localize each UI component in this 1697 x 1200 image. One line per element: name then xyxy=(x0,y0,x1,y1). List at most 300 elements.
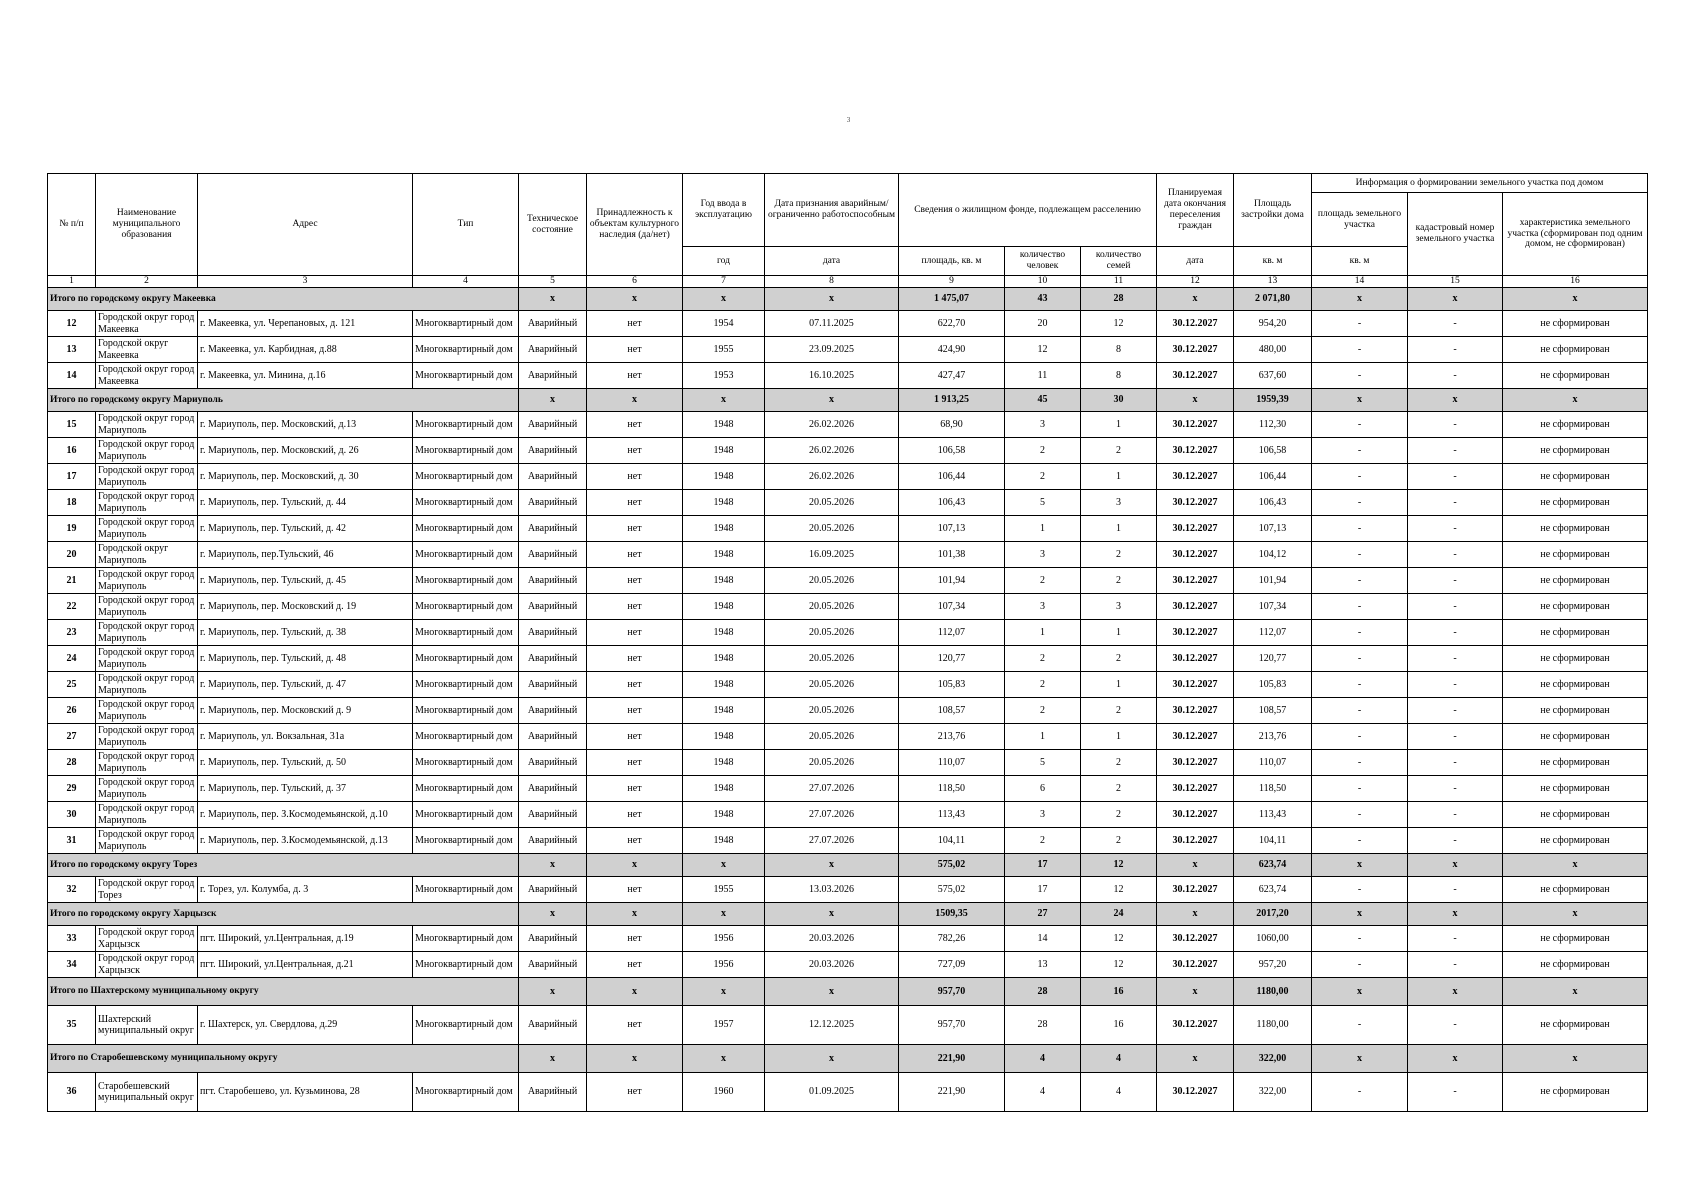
cell-type: Многоквартирный дом xyxy=(413,311,519,337)
column-number: 1 xyxy=(48,276,96,288)
cell-heritage: нет xyxy=(587,724,683,750)
subtotal-people: 28 xyxy=(1005,978,1081,1006)
cell-type: Многоквартирный дом xyxy=(413,724,519,750)
cell-emergency-date: 16.10.2025 xyxy=(765,363,899,389)
cell-built-area: 104,11 xyxy=(1234,828,1312,854)
cell-type: Многоквартирный дом xyxy=(413,926,519,952)
subheader-land: кв. м xyxy=(1312,247,1408,276)
cell-area: 118,50 xyxy=(899,776,1005,802)
cell-year: 1948 xyxy=(683,438,765,464)
cell-address: пгт. Широкий, ул.Центральная, д.21 xyxy=(198,952,413,978)
cell-type: Многоквартирный дом xyxy=(413,363,519,389)
subtotal-cadastral: х xyxy=(1408,1045,1503,1073)
cell-planned-date: 30.12.2027 xyxy=(1157,516,1234,542)
cell-land-area: - xyxy=(1312,1006,1408,1045)
cell-tech-state: Аварийный xyxy=(519,802,587,828)
cell-cadastral: - xyxy=(1408,877,1503,903)
cell-emergency-date: 07.11.2025 xyxy=(765,311,899,337)
cell-emergency-date: 27.07.2026 xyxy=(765,802,899,828)
cell-num: 23 xyxy=(48,620,96,646)
cell-heritage: нет xyxy=(587,750,683,776)
cell-year: 1948 xyxy=(683,464,765,490)
cell-heritage: нет xyxy=(587,516,683,542)
cell-municipality: Городской округ город Мариуполь xyxy=(96,724,198,750)
cell-year: 1948 xyxy=(683,802,765,828)
cell-families: 2 xyxy=(1081,646,1157,672)
cell-area: 106,44 xyxy=(899,464,1005,490)
subtotal-planned-date: х xyxy=(1157,854,1234,877)
cell-heritage: нет xyxy=(587,672,683,698)
cell-area: 957,70 xyxy=(899,1006,1005,1045)
cell-planned-date: 30.12.2027 xyxy=(1157,594,1234,620)
subtotal-row xyxy=(48,978,1648,1006)
header-planned-date: Планируемая дата окончания переселения граждан xyxy=(1157,174,1234,247)
cell-tech-state: Аварийный xyxy=(519,1006,587,1045)
cell-people: 20 xyxy=(1005,311,1081,337)
cell-families: 1 xyxy=(1081,464,1157,490)
cell-people: 2 xyxy=(1005,672,1081,698)
cell-tech-state: Аварийный xyxy=(519,620,587,646)
cell-cadastral: - xyxy=(1408,926,1503,952)
table-row xyxy=(48,412,1648,438)
subtotal-land-area: х xyxy=(1312,288,1408,311)
cell-municipality: Городской округ город Мариуполь xyxy=(96,828,198,854)
column-number: 12 xyxy=(1157,276,1234,288)
cell-land-area: - xyxy=(1312,724,1408,750)
subtotal-land-characteristic: х xyxy=(1503,1045,1648,1073)
cell-heritage: нет xyxy=(587,337,683,363)
cell-cadastral: - xyxy=(1408,568,1503,594)
table-row xyxy=(48,620,1648,646)
cell-heritage: нет xyxy=(587,828,683,854)
cell-people: 2 xyxy=(1005,828,1081,854)
cell-land-characteristic: не сформирован xyxy=(1503,516,1648,542)
cell-land-area: - xyxy=(1312,1073,1408,1112)
cell-cadastral: - xyxy=(1408,828,1503,854)
cell-area: 120,77 xyxy=(899,646,1005,672)
cell-municipality: Городской округ город Мариуполь xyxy=(96,438,198,464)
column-number: 5 xyxy=(519,276,587,288)
cell-land-area: - xyxy=(1312,952,1408,978)
cell-emergency-date: 20.05.2026 xyxy=(765,750,899,776)
cell-families: 1 xyxy=(1081,412,1157,438)
cell-year: 1954 xyxy=(683,311,765,337)
subtotal-built-area: 1959,39 xyxy=(1234,389,1312,412)
cell-families: 2 xyxy=(1081,802,1157,828)
table-row xyxy=(48,363,1648,389)
cell-municipality: Городской округ город Мариуполь xyxy=(96,802,198,828)
subtotal-families: 24 xyxy=(1081,903,1157,926)
cell-planned-date: 30.12.2027 xyxy=(1157,1073,1234,1112)
cell-type: Многоквартирный дом xyxy=(413,620,519,646)
cell-land-characteristic: не сформирован xyxy=(1503,568,1648,594)
table-row xyxy=(48,1073,1648,1112)
column-number: 10 xyxy=(1005,276,1081,288)
column-number: 6 xyxy=(587,276,683,288)
cell-tech-state: Аварийный xyxy=(519,698,587,724)
page-number: 3 xyxy=(846,116,851,124)
subtotal-tech-state: х xyxy=(587,389,683,412)
cell-heritage: нет xyxy=(587,490,683,516)
cell-land-characteristic: не сформирован xyxy=(1503,490,1648,516)
cell-built-area: 322,00 xyxy=(1234,1073,1312,1112)
subtotal-row xyxy=(48,389,1648,412)
cell-built-area: 957,20 xyxy=(1234,952,1312,978)
cell-people: 14 xyxy=(1005,926,1081,952)
cell-heritage: нет xyxy=(587,698,683,724)
subtotal-land-area: х xyxy=(1312,854,1408,877)
cell-families: 3 xyxy=(1081,490,1157,516)
cell-land-area: - xyxy=(1312,828,1408,854)
cell-built-area: 112,07 xyxy=(1234,620,1312,646)
cell-built-area: 107,13 xyxy=(1234,516,1312,542)
subtotal-families: 4 xyxy=(1081,1045,1157,1073)
cell-planned-date: 30.12.2027 xyxy=(1157,828,1234,854)
column-number: 2 xyxy=(96,276,198,288)
cell-cadastral: - xyxy=(1408,776,1503,802)
cell-address: г. Мариуполь, ул. Вокзальная, 31а xyxy=(198,724,413,750)
cell-type: Многоквартирный дом xyxy=(413,464,519,490)
cell-families: 4 xyxy=(1081,1073,1157,1112)
subtotal-cadastral: х xyxy=(1408,903,1503,926)
cell-tech-state: Аварийный xyxy=(519,464,587,490)
cell-people: 17 xyxy=(1005,877,1081,903)
cell-year: 1948 xyxy=(683,750,765,776)
header-built-area: Площадь застройки дома xyxy=(1234,174,1312,247)
subheader-families: количество семей xyxy=(1081,247,1157,276)
cell-year: 1948 xyxy=(683,542,765,568)
cell-land-characteristic: не сформирован xyxy=(1503,438,1648,464)
cell-land-characteristic: не сформирован xyxy=(1503,802,1648,828)
subtotal-planned-date: х xyxy=(1157,288,1234,311)
cell-planned-date: 30.12.2027 xyxy=(1157,620,1234,646)
cell-land-characteristic: не сформирован xyxy=(1503,646,1648,672)
subtotal-land-area: х xyxy=(1312,1045,1408,1073)
cell-land-characteristic: не сформирован xyxy=(1503,698,1648,724)
subtotal-title: Итого по городскому округу Мариуполь xyxy=(48,389,519,412)
subtotal-land-area: х xyxy=(1312,903,1408,926)
cell-families: 2 xyxy=(1081,750,1157,776)
cell-planned-date: 30.12.2027 xyxy=(1157,412,1234,438)
cell-people: 4 xyxy=(1005,1073,1081,1112)
cell-num: 17 xyxy=(48,464,96,490)
cell-type: Многоквартирный дом xyxy=(413,750,519,776)
cell-address: г. Макеевка, ул. Карбидная, д.88 xyxy=(198,337,413,363)
cell-type: Многоквартирный дом xyxy=(413,568,519,594)
cell-cadastral: - xyxy=(1408,1073,1503,1112)
cell-planned-date: 30.12.2027 xyxy=(1157,438,1234,464)
subtotal-heritage: х xyxy=(683,389,765,412)
cell-year: 1948 xyxy=(683,646,765,672)
cell-tech-state: Аварийный xyxy=(519,724,587,750)
cell-emergency-date: 20.05.2026 xyxy=(765,516,899,542)
cell-land-area: - xyxy=(1312,698,1408,724)
cell-address: г. Мариуполь, пер. Московский д. 19 xyxy=(198,594,413,620)
cell-num: 36 xyxy=(48,1073,96,1112)
subtotal-type: х xyxy=(519,288,587,311)
subtotal-cadastral: х xyxy=(1408,389,1503,412)
cell-planned-date: 30.12.2027 xyxy=(1157,337,1234,363)
subtotal-planned-date: х xyxy=(1157,978,1234,1006)
cell-area: 101,38 xyxy=(899,542,1005,568)
cell-municipality: Городской округ город Мариуполь xyxy=(96,698,198,724)
table-row xyxy=(48,724,1648,750)
cell-emergency-date: 20.03.2026 xyxy=(765,952,899,978)
cell-people: 13 xyxy=(1005,952,1081,978)
cell-land-area: - xyxy=(1312,594,1408,620)
cell-type: Многоквартирный дом xyxy=(413,438,519,464)
cell-land-area: - xyxy=(1312,311,1408,337)
column-number: 13 xyxy=(1234,276,1312,288)
cell-year: 1948 xyxy=(683,594,765,620)
subtotal-land-characteristic: х xyxy=(1503,389,1648,412)
cell-num: 27 xyxy=(48,724,96,750)
subtotal-emergency-date: х xyxy=(765,903,899,926)
cell-heritage: нет xyxy=(587,776,683,802)
cell-land-characteristic: не сформирован xyxy=(1503,594,1648,620)
cell-year: 1948 xyxy=(683,776,765,802)
cell-built-area: 108,57 xyxy=(1234,698,1312,724)
header-land-group: Информация о формировании земельного участка под домом xyxy=(1312,174,1648,193)
cell-land-characteristic: не сформирован xyxy=(1503,750,1648,776)
cell-people: 2 xyxy=(1005,464,1081,490)
cell-built-area: 637,60 xyxy=(1234,363,1312,389)
cell-emergency-date: 20.05.2026 xyxy=(765,672,899,698)
subtotal-type: х xyxy=(519,978,587,1006)
cell-area: 113,43 xyxy=(899,802,1005,828)
cell-year: 1953 xyxy=(683,363,765,389)
cell-land-characteristic: не сформирован xyxy=(1503,828,1648,854)
cell-municipality: Городской округ город Мариуполь xyxy=(96,594,198,620)
cell-heritage: нет xyxy=(587,877,683,903)
cell-land-area: - xyxy=(1312,926,1408,952)
cell-area: 107,13 xyxy=(899,516,1005,542)
subtotal-cadastral: х xyxy=(1408,288,1503,311)
cell-cadastral: - xyxy=(1408,542,1503,568)
cell-people: 2 xyxy=(1005,438,1081,464)
header-emergency-date: Дата признания аварийным/ограниченно работоспособным xyxy=(765,174,899,247)
cell-address: г. Мариуполь, пер. Тульский, д. 42 xyxy=(198,516,413,542)
cell-emergency-date: 13.03.2026 xyxy=(765,877,899,903)
column-number: 3 xyxy=(198,276,413,288)
cell-tech-state: Аварийный xyxy=(519,568,587,594)
cell-families: 1 xyxy=(1081,620,1157,646)
table-row xyxy=(48,750,1648,776)
subheader-date: дата xyxy=(765,247,899,276)
table-row xyxy=(48,438,1648,464)
cell-land-area: - xyxy=(1312,438,1408,464)
table-header xyxy=(48,174,1648,288)
cell-num: 24 xyxy=(48,646,96,672)
cell-area: 424,90 xyxy=(899,337,1005,363)
table-row xyxy=(48,542,1648,568)
cell-emergency-date: 12.12.2025 xyxy=(765,1006,899,1045)
cell-built-area: 106,43 xyxy=(1234,490,1312,516)
cell-type: Многоквартирный дом xyxy=(413,877,519,903)
cell-municipality: Городской округ Мариуполь xyxy=(96,542,198,568)
cell-year: 1955 xyxy=(683,337,765,363)
cell-families: 8 xyxy=(1081,337,1157,363)
cell-families: 8 xyxy=(1081,363,1157,389)
cell-tech-state: Аварийный xyxy=(519,363,587,389)
subtotal-type: х xyxy=(519,389,587,412)
table-row xyxy=(48,311,1648,337)
cell-type: Многоквартирный дом xyxy=(413,516,519,542)
cell-families: 1 xyxy=(1081,672,1157,698)
cell-num: 30 xyxy=(48,802,96,828)
subtotal-land-characteristic: х xyxy=(1503,854,1648,877)
cell-area: 110,07 xyxy=(899,750,1005,776)
cell-emergency-date: 20.05.2026 xyxy=(765,646,899,672)
subtotal-cadastral: х xyxy=(1408,978,1503,1006)
cell-land-area: - xyxy=(1312,516,1408,542)
cell-year: 1948 xyxy=(683,412,765,438)
cell-built-area: 113,43 xyxy=(1234,802,1312,828)
cell-tech-state: Аварийный xyxy=(519,594,587,620)
subtotal-emergency-date: х xyxy=(765,389,899,412)
subtotal-row xyxy=(48,903,1648,926)
subtotal-emergency-date: х xyxy=(765,854,899,877)
cell-emergency-date: 26.02.2026 xyxy=(765,438,899,464)
subheader-year: год xyxy=(683,247,765,276)
cell-land-characteristic: не сформирован xyxy=(1503,620,1648,646)
column-number: 14 xyxy=(1312,276,1408,288)
table-row xyxy=(48,490,1648,516)
subtotal-area: 1 913,25 xyxy=(899,389,1005,412)
table-row xyxy=(48,337,1648,363)
subtotal-land-area: х xyxy=(1312,978,1408,1006)
cell-heritage: нет xyxy=(587,438,683,464)
table-row xyxy=(48,594,1648,620)
cell-people: 3 xyxy=(1005,802,1081,828)
subheader-built: кв. м xyxy=(1234,247,1312,276)
cell-land-characteristic: не сформирован xyxy=(1503,363,1648,389)
subtotal-land-characteristic: х xyxy=(1503,903,1648,926)
cell-land-characteristic: не сформирован xyxy=(1503,542,1648,568)
subtotal-built-area: 2017,20 xyxy=(1234,903,1312,926)
cell-heritage: нет xyxy=(587,568,683,594)
cell-area: 727,09 xyxy=(899,952,1005,978)
cell-land-area: - xyxy=(1312,568,1408,594)
cell-tech-state: Аварийный xyxy=(519,311,587,337)
subtotal-land-characteristic: х xyxy=(1503,288,1648,311)
cell-land-area: - xyxy=(1312,646,1408,672)
cell-land-area: - xyxy=(1312,412,1408,438)
cell-emergency-date: 20.05.2026 xyxy=(765,698,899,724)
cell-num: 13 xyxy=(48,337,96,363)
cell-type: Многоквартирный дом xyxy=(413,542,519,568)
subtotal-emergency-date: х xyxy=(765,978,899,1006)
cell-people: 1 xyxy=(1005,724,1081,750)
cell-planned-date: 30.12.2027 xyxy=(1157,646,1234,672)
cell-tech-state: Аварийный xyxy=(519,776,587,802)
cell-area: 782,26 xyxy=(899,926,1005,952)
cell-people: 5 xyxy=(1005,750,1081,776)
cell-year: 1948 xyxy=(683,620,765,646)
cell-built-area: 118,50 xyxy=(1234,776,1312,802)
subtotal-emergency-date: х xyxy=(765,288,899,311)
cell-type: Многоквартирный дом xyxy=(413,337,519,363)
cell-cadastral: - xyxy=(1408,311,1503,337)
cell-heritage: нет xyxy=(587,952,683,978)
table-row xyxy=(48,672,1648,698)
cell-address: г. Мариуполь, пер. Тульский, д. 50 xyxy=(198,750,413,776)
cell-cadastral: - xyxy=(1408,620,1503,646)
cell-municipality: Городской округ город Мариуполь xyxy=(96,776,198,802)
cell-emergency-date: 20.05.2026 xyxy=(765,568,899,594)
cell-families: 2 xyxy=(1081,776,1157,802)
cell-families: 2 xyxy=(1081,542,1157,568)
cell-families: 1 xyxy=(1081,724,1157,750)
subtotal-heritage: х xyxy=(683,1045,765,1073)
cell-municipality: Городской округ город Харцызск xyxy=(96,926,198,952)
cell-people: 2 xyxy=(1005,646,1081,672)
cell-address: г. Мариуполь, пер. Московский, д. 30 xyxy=(198,464,413,490)
cell-land-characteristic: не сформирован xyxy=(1503,926,1648,952)
table-row xyxy=(48,516,1648,542)
cell-area: 427,47 xyxy=(899,363,1005,389)
cell-area: 106,58 xyxy=(899,438,1005,464)
subtotal-area: 957,70 xyxy=(899,978,1005,1006)
cell-num: 33 xyxy=(48,926,96,952)
subtotal-people: 43 xyxy=(1005,288,1081,311)
cell-families: 2 xyxy=(1081,828,1157,854)
cell-planned-date: 30.12.2027 xyxy=(1157,802,1234,828)
cell-planned-date: 30.12.2027 xyxy=(1157,926,1234,952)
header-tech-state: Техническое состояние xyxy=(519,174,587,276)
cell-heritage: нет xyxy=(587,412,683,438)
cell-heritage: нет xyxy=(587,464,683,490)
subtotal-type: х xyxy=(519,854,587,877)
cell-tech-state: Аварийный xyxy=(519,516,587,542)
cell-emergency-date: 27.07.2026 xyxy=(765,828,899,854)
cell-num: 22 xyxy=(48,594,96,620)
cell-num: 34 xyxy=(48,952,96,978)
cell-address: г. Мариуполь, пер. З.Космодемьянской, д.10 xyxy=(198,802,413,828)
cell-built-area: 623,74 xyxy=(1234,877,1312,903)
cell-land-area: - xyxy=(1312,877,1408,903)
subtotal-row xyxy=(48,288,1648,311)
cell-municipality: Городской округ город Мариуполь xyxy=(96,568,198,594)
cell-type: Многоквартирный дом xyxy=(413,490,519,516)
cell-people: 2 xyxy=(1005,568,1081,594)
column-number: 8 xyxy=(765,276,899,288)
cell-cadastral: - xyxy=(1408,337,1503,363)
cell-built-area: 1180,00 xyxy=(1234,1006,1312,1045)
subtotal-row xyxy=(48,1045,1648,1073)
cell-cadastral: - xyxy=(1408,516,1503,542)
cell-people: 2 xyxy=(1005,698,1081,724)
cell-land-area: - xyxy=(1312,363,1408,389)
cell-municipality: Городской округ город Мариуполь xyxy=(96,516,198,542)
cell-address: г. Мариуполь, пер. Московский д. 9 xyxy=(198,698,413,724)
cell-tech-state: Аварийный xyxy=(519,542,587,568)
subtotal-area: 1509,35 xyxy=(899,903,1005,926)
subtotal-built-area: 2 071,80 xyxy=(1234,288,1312,311)
cell-address: г. Мариуполь, пер. З.Космодемьянской, д.13 xyxy=(198,828,413,854)
subtotal-heritage: х xyxy=(683,903,765,926)
cell-municipality: Городской округ город Мариуполь xyxy=(96,490,198,516)
cell-type: Многоквартирный дом xyxy=(413,1073,519,1112)
cell-heritage: нет xyxy=(587,620,683,646)
cell-emergency-date: 20.05.2026 xyxy=(765,620,899,646)
subtotal-planned-date: х xyxy=(1157,1045,1234,1073)
cell-emergency-date: 20.05.2026 xyxy=(765,594,899,620)
cell-people: 3 xyxy=(1005,412,1081,438)
cell-tech-state: Аварийный xyxy=(519,1073,587,1112)
subtotal-families: 12 xyxy=(1081,854,1157,877)
cell-year: 1956 xyxy=(683,952,765,978)
